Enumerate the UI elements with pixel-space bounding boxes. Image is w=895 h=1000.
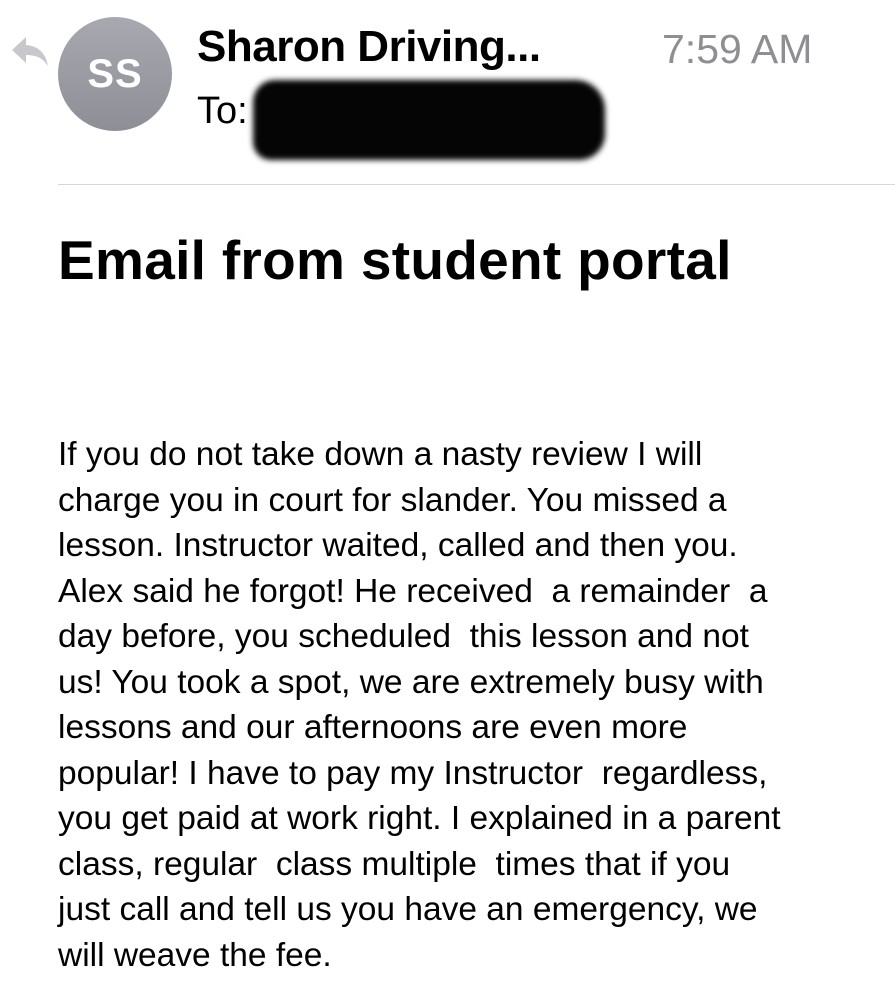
avatar-initials: SS	[87, 51, 143, 96]
email-body	[58, 432, 858, 978]
avatar[interactable]	[58, 17, 172, 131]
email-body-line: If you do not take down a nasty review I will	[58, 436, 703, 473]
to-label: To:	[197, 90, 248, 132]
email-body-line: us! You took a spot, we are extremely busy with	[58, 663, 764, 701]
email-body-line: class, regular class multiple times that if you	[58, 845, 731, 883]
sender-name[interactable]: Sharon Driving...	[197, 22, 541, 71]
email-body-line: just call and tell us you have an emergency, we	[58, 891, 758, 928]
email-body-line: lesson. Instructor waited, called and then you.	[58, 527, 738, 564]
email-subject: Email from student portal	[58, 229, 732, 291]
email-body-line: day before, you scheduled this lesson and not	[58, 618, 749, 655]
recipient-redaction	[253, 80, 605, 160]
reply-arrow-icon[interactable]	[10, 35, 50, 69]
email-body-line: you get paid at work right. I explained in a parent	[58, 800, 781, 837]
email-timestamp: 7:59 AM	[662, 26, 813, 72]
email-body-line: lessons and our afternoons are even more	[58, 709, 688, 746]
email-body-line: popular! I have to pay my Instructor regardless,	[58, 754, 768, 792]
email-body-line: will weave the fee.	[58, 936, 332, 974]
email-body-line: charge you in court for slander. You missed a	[58, 481, 727, 519]
email-body-line: Alex said he forgot! He received a remainder a	[58, 572, 768, 610]
header-divider	[58, 184, 895, 185]
